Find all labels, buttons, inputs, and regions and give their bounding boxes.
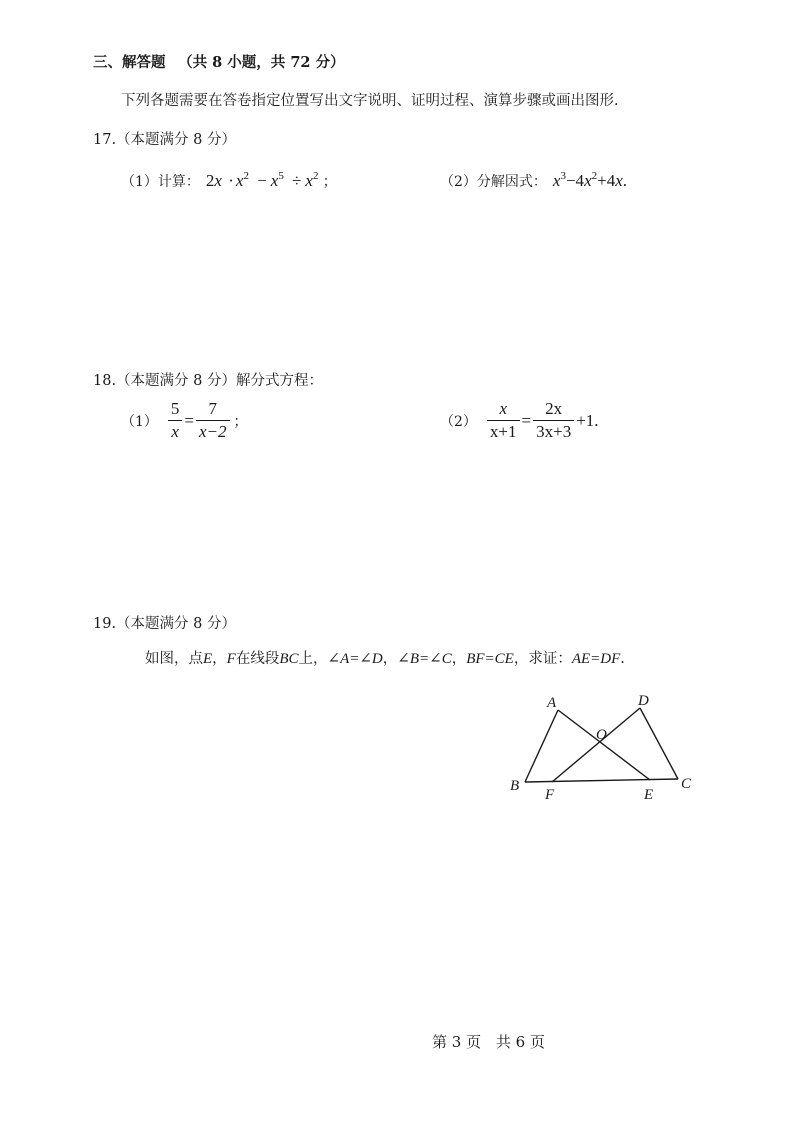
page-number: 第 3 页 <box>432 1033 482 1051</box>
label-B: B <box>510 778 520 794</box>
q18-part2-label: （2） <box>440 413 477 430</box>
q18-part2-fraction-left: $\frac{x}{x+1}$ <box>487 399 520 442</box>
label-C: C <box>681 776 692 792</box>
section-meta: （共 8 小题，共 72 分） <box>178 54 345 71</box>
section-instruction: 下列各题需要在答卷指定位置写出文字说明、证明过程、演算步骤或画出图形. <box>121 93 619 109</box>
segment-BC <box>525 779 678 782</box>
q19-header: 19.（本题满分 8 分） <box>93 616 237 632</box>
label-F: F <box>545 787 555 803</box>
q17-part2-label: （2）分解因式： <box>440 174 547 190</box>
segment-DF <box>552 708 640 782</box>
q17-part2-expression: $x^3-4x^2+4x$. <box>552 170 627 190</box>
q18-part2-fraction-right: $\frac{2x}{3x+3}$ <box>533 399 574 442</box>
q19-figure <box>500 688 700 808</box>
section-header <box>93 51 345 72</box>
q17-part1-expression: $2x \cdot x^2 - x^5 \div x^2$ ； <box>205 170 337 190</box>
q17-part2 <box>440 171 627 191</box>
segment-AE <box>558 710 650 780</box>
q17-part1 <box>121 171 337 191</box>
label-E: E <box>644 787 654 803</box>
q18-part1: （1） $\frac{5}{x}$ = $\frac{7}{x-2}$ ； <box>121 399 248 441</box>
section-title: 三、解答题 <box>93 54 166 71</box>
q17-header: 17.（本题满分 8 分） <box>93 132 237 148</box>
segment-DC <box>640 708 678 779</box>
q18-part1-fraction-left: $\frac{5}{x}$ <box>168 399 183 442</box>
segment-AB <box>525 710 558 782</box>
label-A: A <box>547 695 557 711</box>
page-footer <box>432 1031 545 1052</box>
q18-header: 18.（本题满分 8 分）解分式方程： <box>93 373 324 389</box>
page-total: 共 6 页 <box>495 1033 545 1051</box>
label-D: D <box>638 693 649 709</box>
label-O: O <box>596 727 607 743</box>
q18-part1-fraction-right: $\frac{7}{x-2}$ <box>196 399 230 442</box>
q17-part1-label: （1）计算： <box>121 174 200 190</box>
q18-part1-label: （1） <box>121 413 158 430</box>
q19-statement: 如图，点E，F在线段BC上，∠A=∠D，∠B=∠C，BF=CE，求证：AE=DF. <box>145 651 625 667</box>
q18-part2: （2） $\frac{x}{x+1}$ = $\frac{2x}{3x+3}$ +1. <box>440 399 599 441</box>
